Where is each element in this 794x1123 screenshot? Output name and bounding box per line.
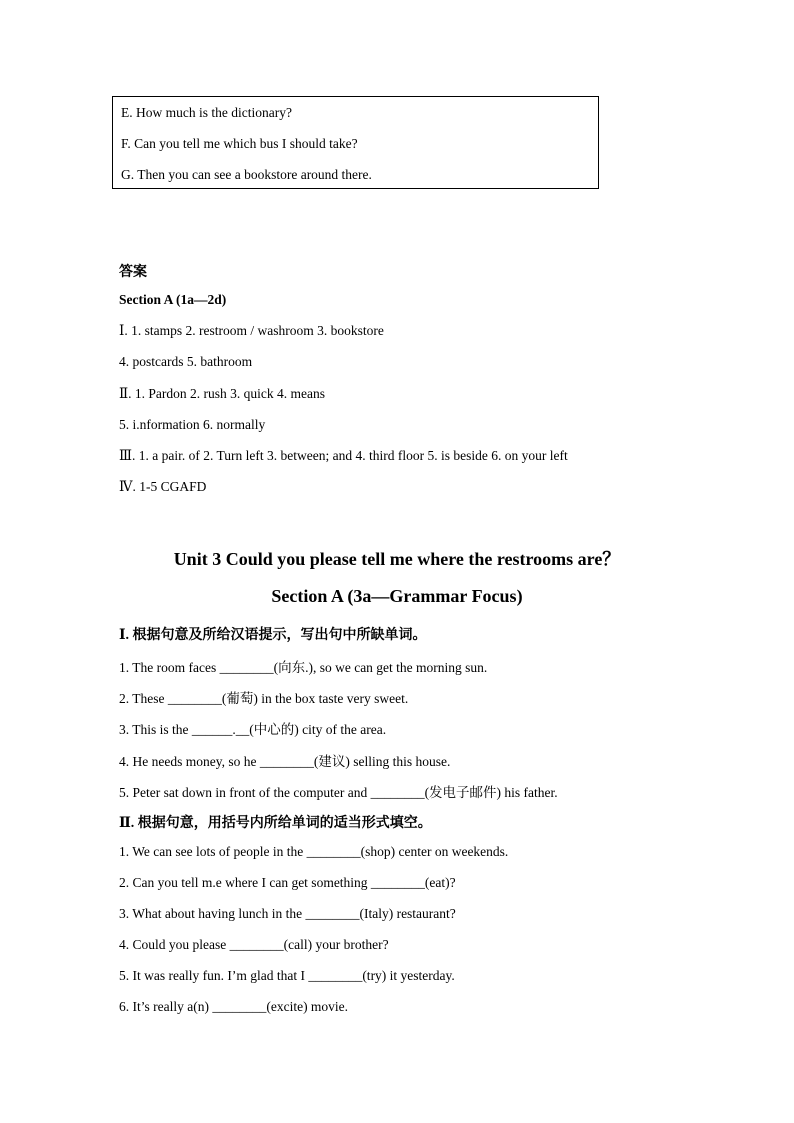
answer-line: Ⅳ. 1-5 CGAFD	[119, 479, 207, 494]
exercise-item: 2. Can you tell m.e where I can get something ________(eat)?	[119, 875, 456, 890]
answers-heading: 答案	[119, 265, 147, 280]
exercise-item: 2. These ________(葡萄) in the box taste very sweet.	[119, 691, 409, 706]
option-g: G. Then you can see a bookstore around there.	[121, 167, 372, 182]
answer-line: Ⅱ. 1. Pardon 2. rush 3. quick 4. means	[119, 386, 326, 401]
part2-heading: Ⅱ. 根据句意，用括号内所给单词的适当形式填空。	[119, 816, 432, 831]
exercise-item: 4. He needs money, so he ________(建议) selling this house.	[119, 754, 451, 769]
exercise-item: 1. The room faces ________(向东.), so we can get the morning sun.	[119, 660, 488, 675]
exercise-item: 5. Peter sat down in front of the computer and ________(发电子邮件) his father.	[119, 785, 558, 800]
exercise-item: 4. Could you please ________(call) your brother?	[119, 937, 389, 952]
unit-title: Unit 3 Could you please tell me where the restrooms are？	[173, 549, 621, 569]
part1-heading: Ⅰ. 根据句意及所给汉语提示，写出句中所缺单词。	[119, 628, 427, 643]
exercise-item: 1. We can see lots of people in the ________(shop) center on weekends.	[119, 844, 509, 859]
options-box	[112, 96, 599, 189]
answer-line: 4. postcards 5. bathroom	[119, 354, 253, 369]
answers-section: Section A (1a—2d)	[119, 292, 227, 307]
exercise-item: 3. This is the ______.__(中心的) city of the area.	[119, 722, 387, 737]
answer-line: Ⅲ. 1. a pair. of 2. Turn left 3. between; and 4. third floor 5. is beside 6. on your left	[119, 448, 568, 463]
answer-line: 5. i.nformation 6. normally	[119, 417, 266, 432]
option-e: E. How much is the dictionary?	[121, 105, 292, 120]
exercise-item: 5. It was really fun. I’m glad that I ________(try) it yesterday.	[119, 968, 455, 983]
option-f: F. Can you tell me which bus I should take?	[121, 136, 358, 151]
section-title: Section A (3a—Grammar Focus)	[271, 586, 523, 606]
answer-line: Ⅰ. 1. stamps 2. restroom / washroom 3. bookstore	[119, 323, 384, 338]
exercise-item: 6. It’s really a(n) ________(excite) movie.	[119, 999, 349, 1014]
exercise-item: 3. What about having lunch in the ________(Italy) restaurant?	[119, 906, 456, 921]
